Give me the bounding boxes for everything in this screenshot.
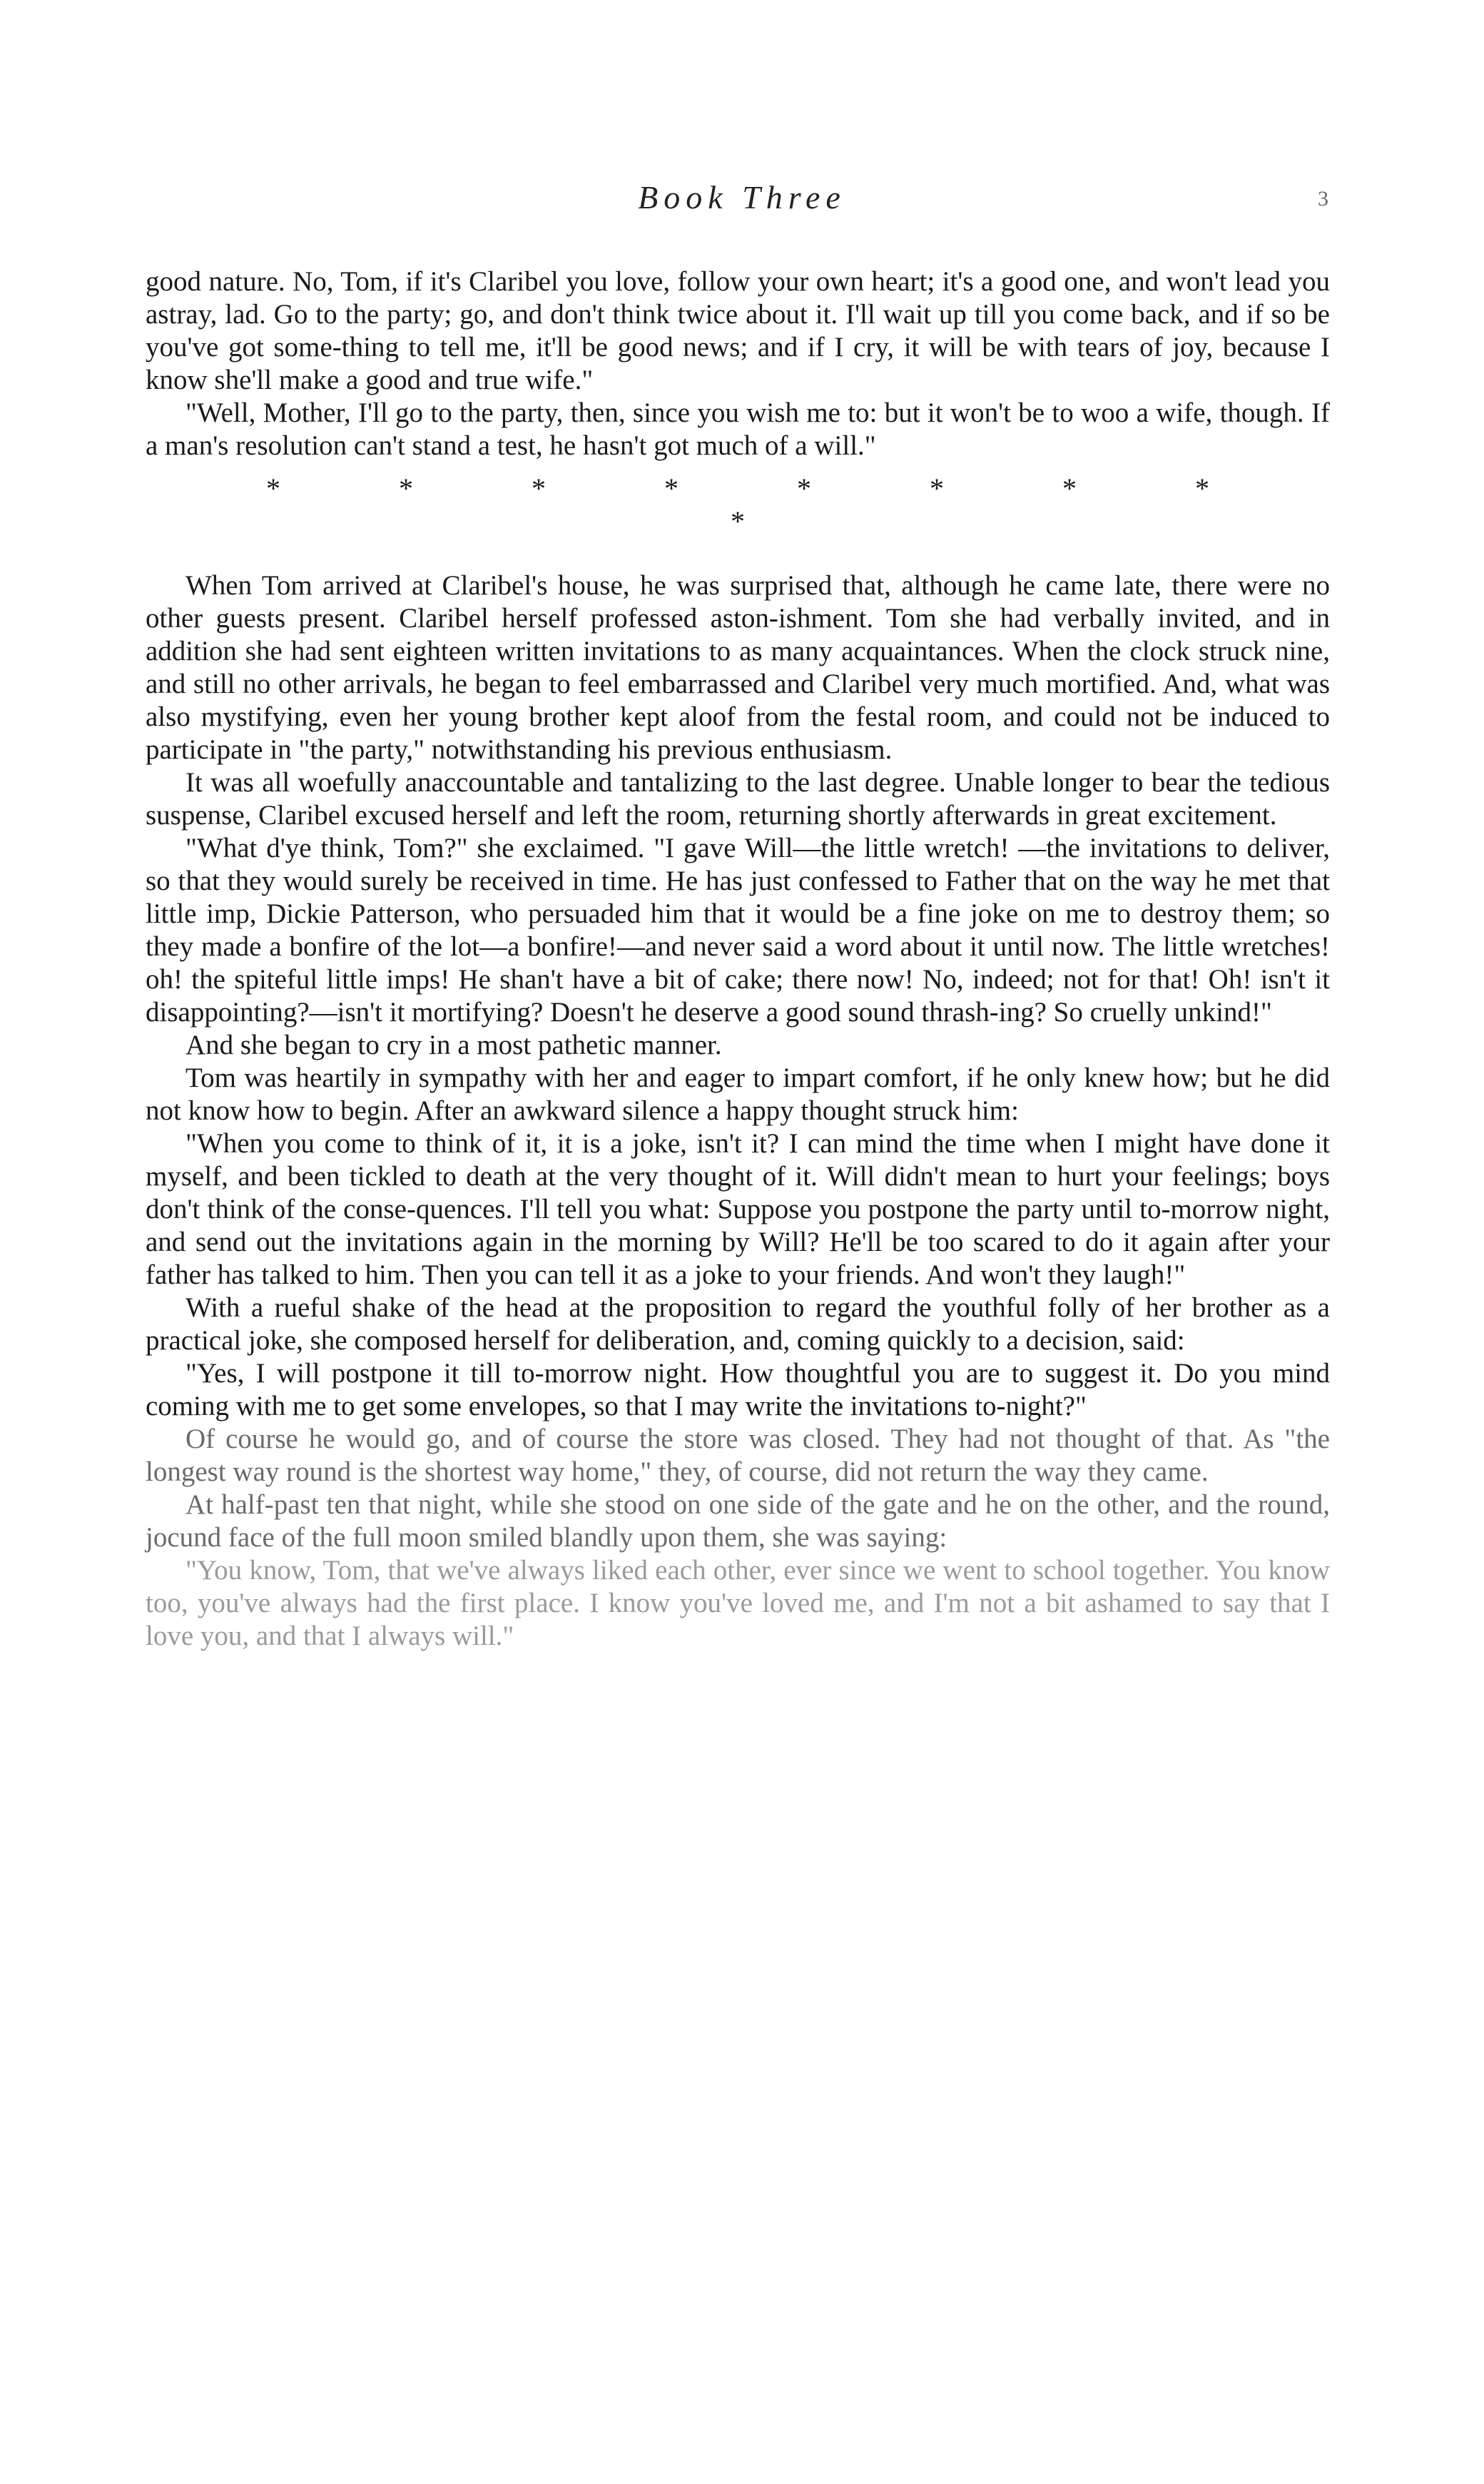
paragraph: When Tom arrived at Claribel's house, he was surprised that, although he came late, there were no other guests present. Claribel herself professed aston-ishment. Tom she had verbally invited, and in addition she had sent eighteen written invitations to as many acquaintances. When the clock struck nine, and still no other arrivals, he began to feel embarrassed and Claribel very much mortified. And, what was also mystifying, even her young brother kept aloof from the festal room, and could not be induced to participate in "the party," notwithstanding his previous enthusiasm. [146, 570, 1330, 765]
section-separator: * * * * * * * * * [266, 472, 1265, 537]
paragraph: "You know, Tom, that we've always liked each other, ever since we went to school together. You know too, you've always had the first place. I know you've loved me, and I'm not a bit ashamed to say that I love you, and that I always will." [146, 1555, 1330, 1651]
paragraph: "Yes, I will postpone it till to-morrow night. How thoughtful you are to suggest it. Do you mind coming with me to get some envelopes, so that I may write the invitations to-night?" [146, 1358, 1330, 1421]
paragraph: At half-past ten that night, while she stood on one side of the gate and he on the other, and the round, jocund face of the full moon smiled blandly upon them, she was saying: [146, 1489, 1330, 1553]
paragraph: Of course he would go, and of course the store was closed. They had not thought of that. As "the longest way round is the shortest way home," they, of course, did not return the way they came. [146, 1424, 1330, 1487]
page-number: 3 [1318, 187, 1328, 211]
paragraph: "When you come to think of it, it is a joke, isn't it? I can mind the time when I might have done it myself, and been tickled to death at the very thought of it. Will didn't mean to hurt your feelings; boys don't think of the conse-quences. I'll tell you what: Suppose you postpone the party until to-morrow night, and send out the invitations again in the morning by Will? He'll be too scared to do it again after your father has talked to him. Then you can tell it as a joke to your friends. And won't they laugh!" [146, 1128, 1330, 1290]
paragraph: It was all woefully anaccountable and tantalizing to the last degree. Unable longer to bear the tedious suspense, Claribel excused herself and left the room, returning shortly afterwards in great excitement. [146, 767, 1330, 831]
paragraph: With a rueful shake of the head at the proposition to regard the youthful folly of her brother as a practical joke, she composed herself for deliberation, and, coming quickly to a decision, said: [146, 1292, 1330, 1356]
paragraph: "What d'ye think, Tom?" she exclaimed. "I gave Will—the little wretch! —the invitations to deliver, so that they would surely be received in time. He has just confessed to Father that on the way he met that little imp, Dickie Patterson, who persuaded him that it would be a fine joke on me to destroy them; so they made a bonfire of the lot—a bonfire!—and never said a word about it until now. The little wretches! oh! the spiteful little imps! He shan't have a bit of cake; there now! No, indeed; not for that! Oh! isn't it disappointing?—isn't it mortifying? Doesn't he deserve a good sound thrash-ing? So cruelly unkind!" [146, 833, 1330, 1028]
paragraph: good nature. No, Tom, if it's Claribel you love, follow your own heart; it's a good one, and won't lead you astray, lad. Go to the party; go, and don't think twice about it. I'll wait up till you come back, and if so be you've got some-thing to tell me, it'll be good news; and if I cry, it will be with tears of joy, because I know she'll make a good and true wife." [146, 266, 1330, 395]
body-text [146, 265, 1330, 1653]
paragraph: Tom was heartily in sympathy with her and eager to impart comfort, if he only knew how; but he did not know how to begin. After an awkward silence a happy thought struck him: [146, 1063, 1330, 1126]
paragraph: And she began to cry in a most pathetic manner. [186, 1030, 722, 1060]
running-head: Book Three [638, 179, 846, 216]
paragraph: "Well, Mother, I'll go to the party, then, since you wish me to: but it won't be to woo a wife, though. If a man's resolution can't stand a test, he hasn't got much of a will." [146, 397, 1330, 461]
